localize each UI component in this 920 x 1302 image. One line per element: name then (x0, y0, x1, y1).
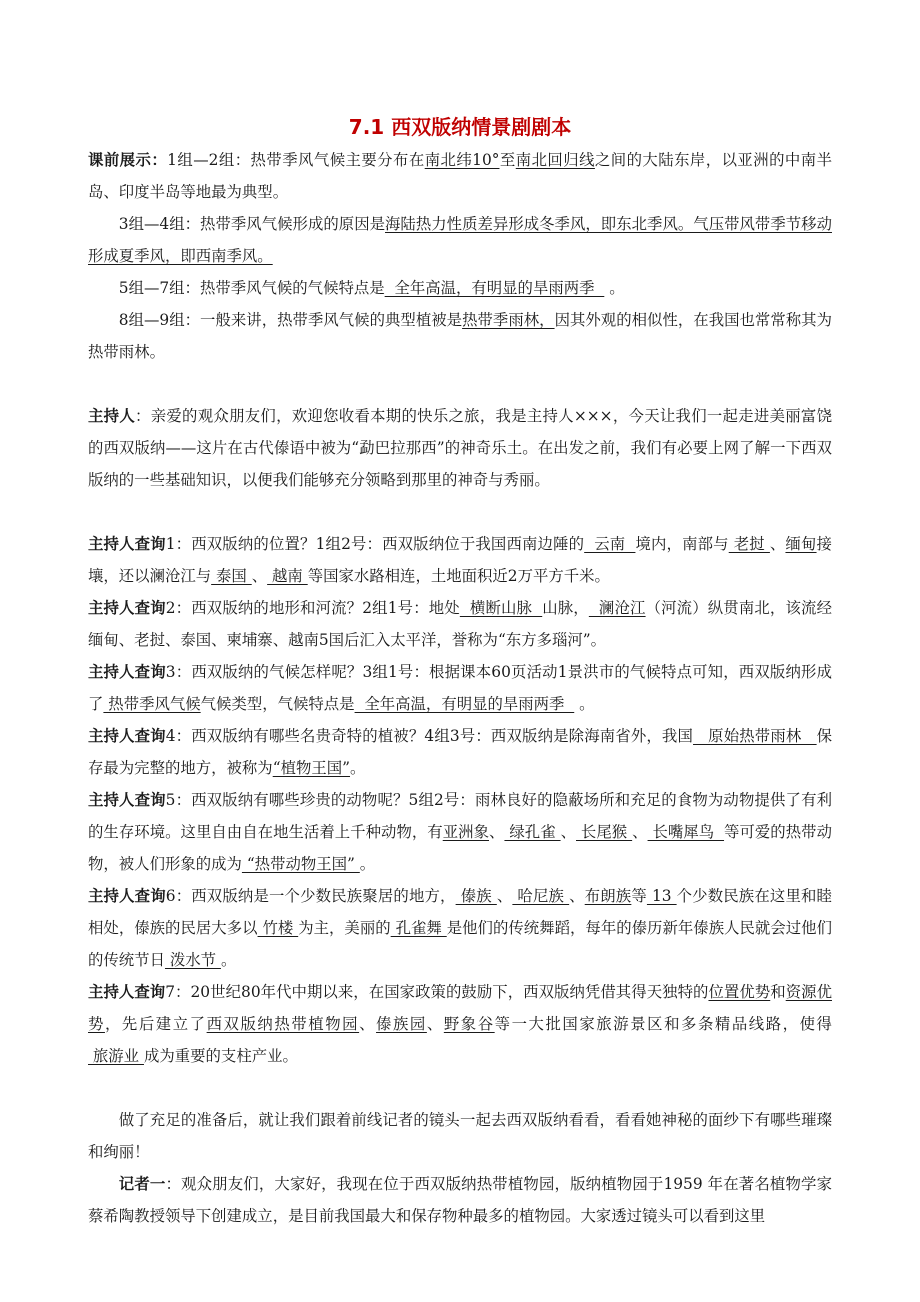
text-run: 、 (569, 887, 585, 905)
text-run: 8组—9组：一般来讲，热带季风气候的典型植被是 (118, 311, 463, 329)
host-query-5 (88, 784, 832, 880)
text-run: 等国家水路相连，土地面积近2万平方千米。 (307, 567, 610, 585)
text-run: 气候类型，气候特点是 (200, 695, 355, 713)
answer-blank: 缅甸 (785, 535, 817, 553)
text-run: 2：西双版纳的地形和河流？2组1号：地处 (165, 599, 460, 617)
preview-paragraph-4 (88, 304, 832, 368)
answer-blank: 傣族 (455, 887, 497, 905)
speaker-label: 记者一 (118, 1175, 166, 1193)
text-run: 是他们的传统舞蹈，每年的傣历新年傣族人民就会过他们的传统节日 (88, 919, 832, 969)
text-run: 保存最为完整的地方，被称为 (88, 727, 832, 777)
text-run: 、 (251, 567, 268, 585)
spacer (88, 496, 832, 528)
host-query-4 (88, 720, 832, 784)
answer-blank: 全年高温，有明显的旱雨两季 (384, 279, 605, 297)
document-page (88, 112, 832, 1232)
answer-blank: 横断山脉 (459, 599, 543, 617)
text-run: 。 (604, 279, 625, 297)
answer-blank: 南北纬10° (424, 151, 500, 169)
answer-blank: 越南 (267, 567, 308, 585)
answer-blank: 旅游业 (88, 1047, 144, 1065)
answer-blank: 云南 (584, 535, 636, 553)
text-run: 。 (574, 695, 595, 713)
text-run: 等可爱的热带动物，被人们形象的成为 (88, 823, 832, 873)
text-run: 6：西双版纳是一个少数民族聚居的地方， (165, 887, 456, 905)
spacer (88, 1072, 832, 1104)
text-run: 1组—2组：热带季风气候主要分布在 (167, 151, 425, 169)
answer-blank: 亚洲象 (442, 823, 489, 841)
answer-blank: 绿孔雀 (504, 823, 561, 841)
text-run: ：亲爱的观众朋友们，欢迎您收看本期的快乐之旅，我是主持人×××，今天让我们一起走进美丽富饶的西双版纳——这片在古代傣语中被为“勐巴拉那西”的神奇乐土。在出发之前，我们有必要上网了解一下西双版纳的一些基础知识，以便我们能够充分领略到那里的神奇与秀丽。 (88, 407, 832, 489)
text-run: 3：西双版纳的气候怎样呢？3组1号：根据课本60页活动1景洪市的气候特点可知，西双版纳形成了 (88, 663, 832, 713)
answer-blank: 位置优势 (708, 983, 771, 1001)
answer-blank: 资源优势 (88, 983, 832, 1033)
answer-blank: 13 (646, 887, 677, 905)
host-query-2 (88, 592, 832, 656)
answer-blank: “植物王国” (272, 759, 351, 777)
text-run: 4：西双版纳有哪些名贵奇特的植被？4组3号：西双版纳是除海南省外，我国 (165, 727, 694, 745)
text-run: 至 (499, 151, 516, 169)
answer-blank: 傣族园 (376, 1015, 427, 1033)
answer-blank: 西双版纳热带植物园 (206, 1015, 360, 1033)
host-query-3 (88, 656, 832, 720)
reporter-1-paragraph (88, 1168, 832, 1232)
text-run: 成为重要的支柱产业。 (143, 1047, 298, 1065)
text-run: （河流）纵贯南北，该流经缅甸、老挝、泰国、柬埔寨、越南5国后汇入太平洋，誉称为“东方多瑙河”。 (88, 599, 832, 649)
text-run: 境内，南部与 (635, 535, 729, 553)
host-intro-paragraph (88, 400, 832, 496)
text-run: 。 (350, 759, 366, 777)
speaker-label: 主持人查询 (88, 663, 166, 681)
text-run: 、 (359, 1015, 377, 1033)
text-run: 等 (631, 887, 647, 905)
preview-paragraph-1 (88, 144, 832, 208)
text-run: ：观众朋友们，大家好，我现在位于西双版纳热带植物园，版纳植物园于1959 年在著名植物学家蔡希陶教授领导下创建成立，是目前我国最大和保存物种最多的植物园。大家透过镜头可以看到这里 (88, 1175, 832, 1225)
text-run: 1：西双版纳的位置？1组2号：西双版纳位于我国西南边陲的 (165, 535, 585, 553)
text-run: 因其外观的相似性，在我国也常常称其为热带雨林。 (88, 311, 832, 361)
answer-blank: 长尾猴 (576, 823, 633, 841)
answer-blank: 哈尼族 (512, 887, 570, 905)
text-run: 、 (560, 823, 576, 841)
preview-label: 课前展示： (88, 151, 168, 169)
text-run: 。 (359, 855, 376, 873)
text-run: 、 (426, 1015, 444, 1033)
text-run: 、 (769, 535, 786, 553)
answer-blank: 热带季雨林， (462, 311, 555, 329)
preview-paragraph-3 (88, 272, 832, 304)
text-run: 5：西双版纳有哪些珍贵的动物呢？5组2号：雨林良好的隐蔽场所和充足的食物为动物提供了有利的生存环境。这里自由自在地生活着上千种动物，有 (88, 791, 832, 841)
answer-blank: 长嘴犀鸟 (647, 823, 725, 841)
answer-blank: 热带季风气候 (103, 695, 201, 713)
host-query-7 (88, 976, 832, 1072)
text-run: 。 (220, 951, 237, 969)
text-run: 7：20世纪80年代中期以来，在国家政策的鼓励下，西双版纳凭借其得天独特的 (165, 983, 709, 1001)
text-run: ，先后建立了 (104, 1015, 207, 1033)
spacer (88, 368, 832, 400)
answer-blank: 原始热带雨林 (693, 727, 817, 745)
answer-blank: 布朗族 (584, 887, 632, 905)
preview-paragraph-2 (88, 208, 832, 272)
answer-blank: 澜沧江 (588, 599, 646, 617)
answer-blank: 野象谷 (443, 1015, 495, 1033)
speaker-label: 主持人查询 (88, 983, 166, 1001)
text-run: 山脉， (542, 599, 589, 617)
transition-paragraph (88, 1104, 832, 1168)
answer-blank: 泼水节 (164, 951, 221, 969)
answer-blank: 泰国 (211, 567, 252, 585)
answer-blank: 海陆热力性质差异形成冬季风，即东北季风。气压带风带季节移动形成夏季风，即西南季风。 (88, 215, 832, 265)
host-query-1 (88, 528, 832, 592)
answer-blank: 孔雀舞 (390, 919, 447, 937)
text-run: 5组—7组：热带季风气候的气候特点是 (118, 279, 385, 297)
answer-blank: 全年高温，有明显的旱雨两季 (354, 695, 575, 713)
speaker-label: 主持人 (88, 407, 136, 425)
text-run: 、 (632, 823, 648, 841)
text-run: 做了充足的准备后，就让我们跟着前线记者的镜头一起去西双版纳看看，看看她神秘的面纱下有哪些璀璨和绚丽！ (88, 1111, 832, 1161)
text-run: 、 (489, 823, 505, 841)
speaker-label: 主持人查询 (88, 535, 166, 553)
text-run: 接壤，还以澜沧江与 (88, 535, 832, 585)
text-run: 个少数民族在这里和睦相处，傣族的民居大多以 (88, 887, 832, 937)
answer-blank: 竹楼 (257, 919, 299, 937)
text-run: 为主，美丽的 (298, 919, 391, 937)
speaker-label: 主持人查询 (88, 599, 166, 617)
page-title: 7.1 西双版纳情景剧剧本 (348, 115, 572, 139)
answer-blank: “热带动物王国” (241, 855, 360, 873)
host-query-6 (88, 880, 832, 976)
answer-blank: 南北回归线 (515, 151, 595, 169)
speaker-label: 主持人查询 (88, 727, 166, 745)
text-run: 和 (770, 983, 786, 1001)
answer-blank: 老挝 (728, 535, 770, 553)
text-run: 之间的大陆东岸，以亚洲的中南半岛、印度半岛等地最为典型。 (88, 151, 832, 201)
speaker-label: 主持人查询 (88, 791, 166, 809)
speaker-label: 主持人查询 (88, 887, 166, 905)
text-run: 、 (496, 887, 513, 905)
text-run: 3组—4组：热带季风气候形成的原因是 (118, 215, 386, 233)
text-run: 等一大批国家旅游景区和多条精品线路，使得 (494, 1015, 832, 1033)
